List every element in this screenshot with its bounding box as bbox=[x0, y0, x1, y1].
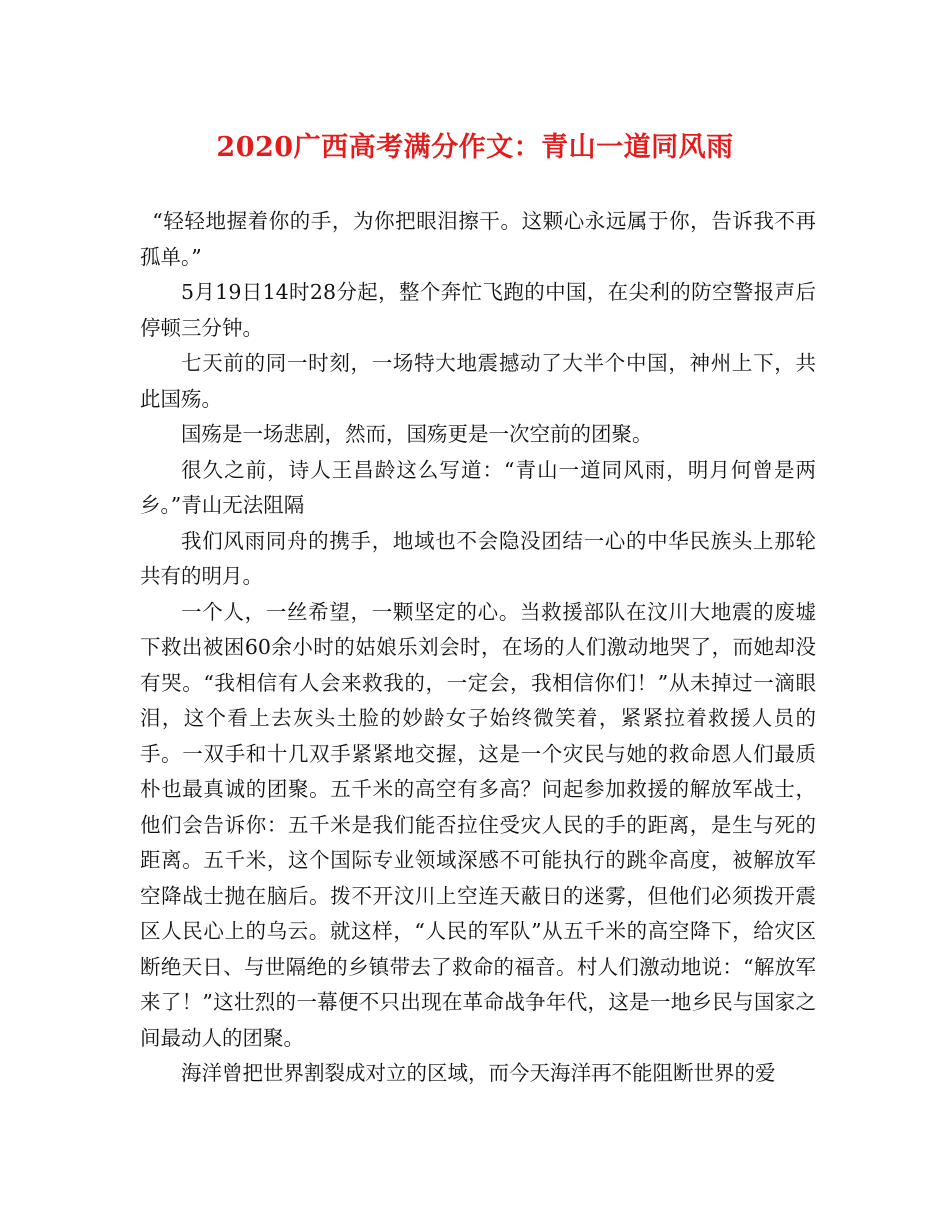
paragraph: 很久之前，诗人王昌龄这么写道：“青山一道同风雨，明月何曾是两乡。”青山无法阻隔 bbox=[140, 457, 816, 517]
paragraph: 海洋曾把世界割裂成对立的区域，而今天海洋再不能阻断世界的爱 bbox=[181, 1061, 776, 1085]
paragraph: 国殇是一场悲剧，然而，国殇更是一次空前的团聚。 bbox=[181, 422, 653, 446]
paragraph: 七天前的同一时刻，一场特大地震撼动了大半个中国，神州上下，共此国殇。 bbox=[140, 351, 816, 411]
document-title: 2020广西高考满分作文：青山一道同风雨 bbox=[216, 132, 734, 163]
paragraph: “轻轻地握着你的手，为你把眼泪擦干。这颗心永远属于你，告诉我不再孤单。” bbox=[140, 209, 816, 269]
paragraph: 5月19日14时28分起，整个奔忙飞跑的中国，在尖利的防空警报声后停顿三分钟。 bbox=[140, 280, 816, 340]
document-body bbox=[140, 204, 816, 1092]
paragraph: 一个人，一丝希望，一颗坚定的心。当救援部队在汶川大地震的废墟下救出被困60余小时的姑娘乐刘会时，在场的人们激动地哭了，而她却没有哭。“我相信有人会来救我的，一定会，我相信你们！”从未掉过一滴眼泪，这个看上去灰头土脸的妙龄女子始终微笑着，紧紧拉着救援人员的手。一双手和十几双手紧紧地交握，这是一个灾民与她的救命恩人们最质朴也最真诚的团聚。五千米的高空有多高？问起参加救援的解放军战士，他们会告诉你：五千米是我们能否拉住受灾人民的手的距离，是生与死的距离。五千米，这个国际专业领域深感不可能执行的跳伞高度，被解放军空降战士抛在脑后。拨不开汶川上空连天蔽日的迷雾，但他们必须拨开震区人民心上的乌云。就这样，“人民的军队”从五千米的高空降下，给灾区断绝天日、与世隔绝的乡镇带去了救命的福音。村人们激动地说：“解放军来了！”这壮烈的一幕便不只出现在革命战争年代，这是一地乡民与国家之间最动人的团聚。 bbox=[140, 599, 816, 1050]
paragraph: 我们风雨同舟的携手，地域也不会隐没团结一心的中华民族头上那轮共有的明月。 bbox=[140, 528, 816, 588]
